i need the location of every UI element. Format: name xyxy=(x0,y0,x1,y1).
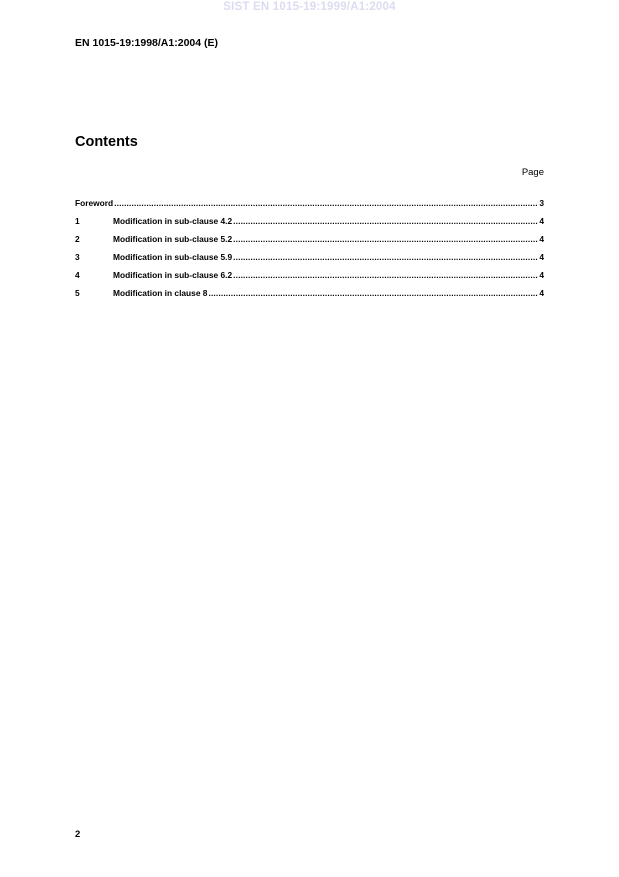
toc-dot-leader xyxy=(114,197,538,209)
table-of-contents xyxy=(75,197,544,305)
contents-heading: Contents xyxy=(75,134,138,150)
toc-entry-number: 5 xyxy=(75,288,80,298)
toc-entry-4[interactable] xyxy=(75,269,544,287)
page-column-label: Page xyxy=(521,167,544,178)
toc-entry-title: Modification in sub-clause 6.2 xyxy=(113,270,233,280)
toc-entry-page: 4 xyxy=(539,216,544,226)
watermark-text: SIST EN 1015-19:1999/A1:2004 xyxy=(223,1,396,13)
toc-entry-5[interactable] xyxy=(75,287,544,305)
toc-entry-title: Modification in clause 8 xyxy=(113,288,208,298)
toc-entry-title: Modification in sub-clause 5.9 xyxy=(113,252,233,262)
toc-entry-title: Modification in sub-clause 5.2 xyxy=(113,234,233,244)
toc-entry-2[interactable] xyxy=(75,233,544,251)
toc-entry-page: 4 xyxy=(539,252,544,262)
toc-dot-leader xyxy=(208,287,538,299)
toc-entry-page: 4 xyxy=(539,288,544,298)
toc-dot-leader xyxy=(233,269,538,281)
document-identifier: EN 1015-19:1998/A1:2004 (E) xyxy=(75,37,219,49)
toc-entry-title: Modification in sub-clause 4.2 xyxy=(113,216,233,226)
toc-entry-page: 4 xyxy=(539,270,544,280)
toc-entry-number: 2 xyxy=(75,234,80,244)
toc-entry-page: 3 xyxy=(539,198,544,208)
toc-entry-3[interactable] xyxy=(75,251,544,269)
page-number: 2 xyxy=(75,829,81,840)
toc-entry-page: 4 xyxy=(539,234,544,244)
toc-dot-leader xyxy=(233,215,538,227)
toc-entry-number: 4 xyxy=(75,270,80,280)
toc-entry-title: Foreword xyxy=(75,198,114,208)
toc-entry-1[interactable] xyxy=(75,215,544,233)
toc-dot-leader xyxy=(233,233,538,245)
toc-dot-leader xyxy=(233,251,538,263)
toc-entry-number: 3 xyxy=(75,252,80,262)
toc-entry-number: 1 xyxy=(75,216,80,226)
toc-entry-foreword[interactable] xyxy=(75,197,544,215)
